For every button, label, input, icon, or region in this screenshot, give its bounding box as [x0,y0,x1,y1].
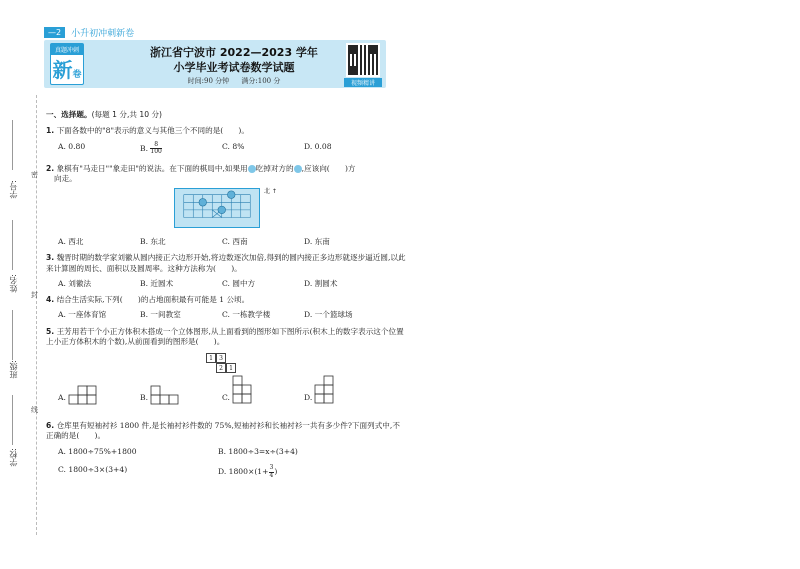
question-2: 2. 象棋有"马走日""象走田"的说法。在下面的棋局中,如果用 吃掉对方的 ,应该向( )方 向走。 北 ↑ A. 西北 B. 东北 C. 西南 D. 东南 [46,164,406,248]
q6-option-a[interactable]: A. 1800÷75%+1800 [58,446,137,456]
student-no-line[interactable] [12,120,13,170]
exam-title-line2: 小学毕业考试卷数学试题 [173,61,295,74]
q1-option-b[interactable]: B. $\frac{8}{100}$ [140,140,162,156]
question-2-stem-end: 向走。 [54,173,77,183]
q4-option-c[interactable]: C. 一栋教学楼 [222,310,271,320]
q5-option-b-figure [150,383,190,405]
questions-area [46,110,406,479]
q5-option-a-figure [68,383,108,405]
q2-option-d[interactable]: D. 东南 [304,237,330,247]
q6-option-c[interactable]: C. 1800÷3×(3+4) [58,464,128,474]
badge-logo [50,43,84,85]
q1-option-a[interactable]: A. 0.80 [58,141,86,151]
q3-option-d[interactable]: D. 割圆术 [304,278,338,288]
school-label: 学校: [9,448,18,467]
section-note: (每题 1 分,共 10 分) [91,110,163,119]
north-indicator: 北 ↑ [264,188,277,196]
q1-option-c[interactable]: C. 8% [222,141,245,151]
series-title: 小升初冲刺新卷 [71,29,135,39]
question-3-stem: 魏晋时期的数学家刘徽从圆内接正六边形开始,将边数逐次加倍,得到的圆内接正多边形就逐步逼近圆,以此来计算圆的周长、面积以及圆周率。这种方法称为( )。 [46,253,406,273]
q6-option-d[interactable]: D. 1800×(1+ $\frac{3}{4}$ ) [218,463,278,479]
question-4: 4. 结合生活实际,下列( )的占地面积最有可能是 1 公顷。 A. 一座体育馆 B. 一间教室 C. 一栋教学楼 D. 一个篮球场 [46,295,406,321]
top-view-grid: 1 3 2 1 [206,353,236,373]
badge-main-text: 新卷 [52,58,82,82]
question-1-stem: 下面各数中的"8"表示的意义与其他三个不同的是( )。 [56,126,249,136]
school-line[interactable] [12,395,13,445]
chess-piece-xiang-icon [248,165,256,173]
exam-time: 时间:90 分钟 [187,77,230,85]
seal-mark-top: 密 [31,171,38,179]
exam-meta [134,76,334,86]
exam-score: 满分:100 分 [241,77,281,85]
question-5: 5. 王芳用若干个小正方体积木搭成一个立体图形,从上面看到的图形如下图所示(积木上的数字表示这个位置上小正方体积木的个数),从前面看到的图形是( )。 1 3 2 1 A. B. C. D. [46,327,406,414]
question-6-stem: 仓库里有短袖衬衫 1800 件,是长袖衬衫件数的 75%,短袖衬衫和长袖衬衫一共有多少件?下面列式中,不正确的是( )。 [46,421,400,441]
exam-header [44,40,386,88]
qr-video-label[interactable]: 视频精讲 [344,78,382,87]
seal-mark-bottom: 线 [31,406,38,414]
question-3: 3. 魏晋时期的数学家刘徽从圆内接正六边形开始,将边数逐次加倍,得到的圆内接正多边形就逐步逼近圆,以此来计算圆的周长、面积以及圆周率。这种方法称为( )。 A. 刘徽法 B. 近圆术 C. 圆中方 D. 割圆术 [46,253,406,288]
exam-title-line1: 浙江省宁波市 2022—2023 学年 [150,46,318,59]
question-6: 6. 仓库里有短袖衬衫 1800 件,是长袖衬衫件数的 75%,短袖衬衫和长袖衬衫一共有多少件?下面列式中,不正确的是( )。 A. 1800÷75%+1800 B. 1800÷3=x÷(3+4) C. 1800÷3×(3+4) D. 1800×(1+ $\frac{3}{4}$ ) [46,421,400,479]
chess-piece-target-icon [294,165,302,173]
name-line[interactable] [12,220,13,270]
page-number: —2 [44,27,65,38]
q3-option-a[interactable]: A. 刘徽法 [58,278,92,288]
top-strip [44,26,134,39]
question-1: 1. 下面各数中的"8"表示的意义与其他三个不同的是( )。 A. 0.80 B. $\frac{8}{100}$ C. 8% D. 0.08 [46,126,406,155]
binding-dashed-line [36,95,37,535]
chess-board-diagram [174,188,260,228]
name-label: 姓名: [9,274,18,293]
section-title: 一、选择题。(每题 1 分,共 10 分) [46,110,163,119]
question-5-stem: 王芳用若干个小正方体积木搭成一个立体图形,从上面看到的图形如下图所示(积木上的数字表示这个位置上小正方体积木的个数),从前面看到的图形是( )。 [46,326,404,346]
q3-option-b[interactable]: B. 近圆术 [140,278,174,288]
q4-option-a[interactable]: A. 一座体育馆 [58,310,107,320]
q2-option-a[interactable]: A. 西北 [58,237,84,247]
q5-option-d-figure [314,375,354,405]
q6-option-b[interactable]: B. 1800÷3=x÷(3+4) [218,446,298,456]
question-4-stem: 结合生活实际,下列( )的占地面积最有可能是 1 公顷。 [56,295,250,305]
class-label: 班级: [9,360,18,379]
qr-code-icon[interactable] [346,43,380,77]
q4-option-d[interactable]: D. 一个篮球场 [304,310,353,320]
seal-mark-mid: 封 [31,291,38,299]
q4-option-b[interactable]: B. 一间教室 [140,310,181,320]
badge-top-text: 真题冲刺 [51,44,83,55]
q5-option-c-figure [232,375,272,405]
q1-option-d[interactable]: D. 0.08 [304,141,332,151]
q2-option-b[interactable]: B. 东北 [140,237,166,247]
q3-option-c[interactable]: C. 圆中方 [222,278,256,288]
class-line[interactable] [12,310,13,360]
student-no-label: 学号: [9,180,18,199]
q2-option-c[interactable]: C. 西南 [222,237,248,247]
